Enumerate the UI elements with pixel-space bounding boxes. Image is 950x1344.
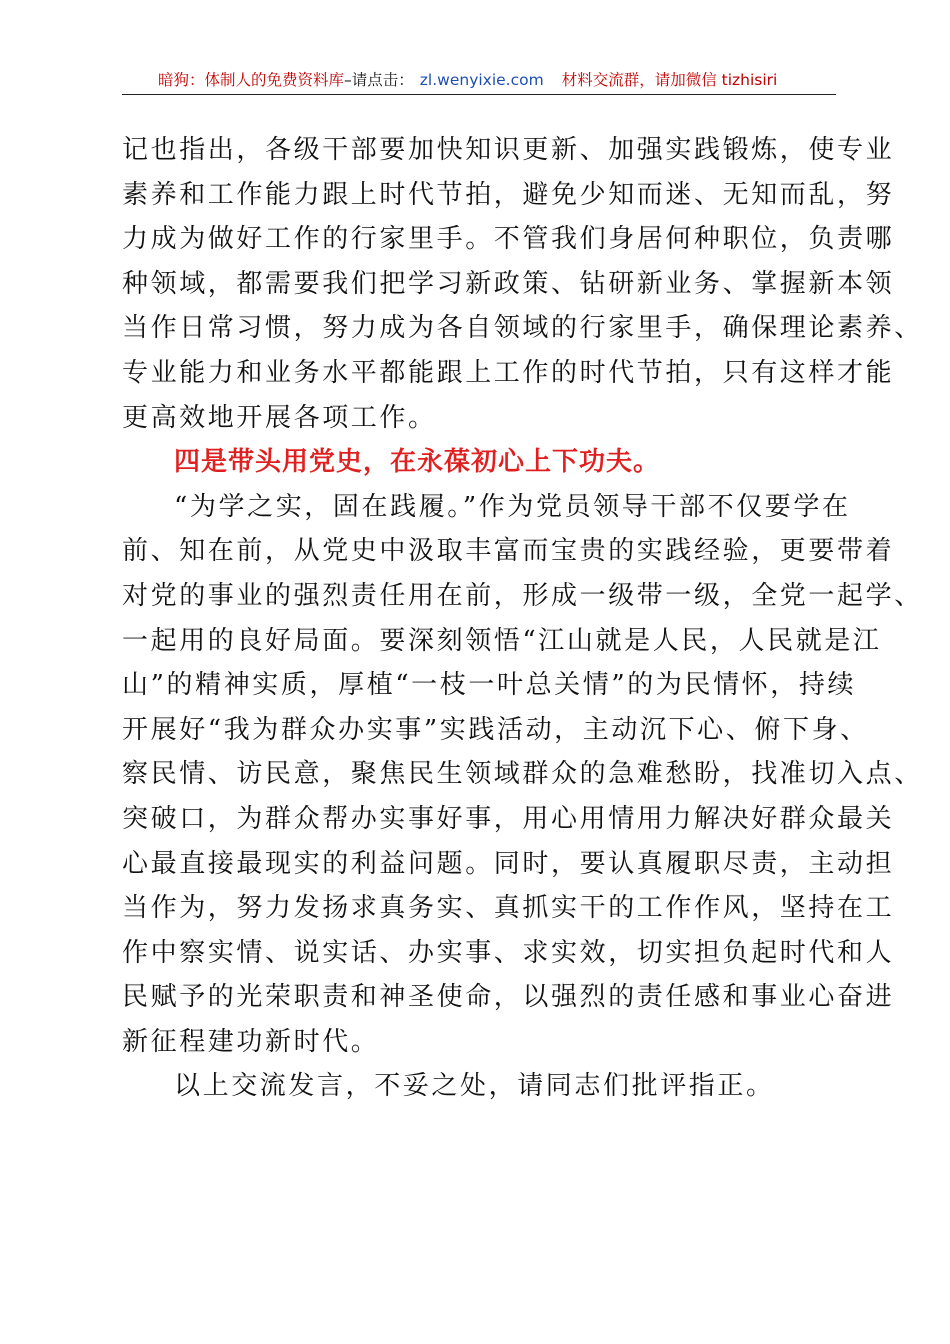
paragraph-line: 山”的精神实质，厚植“一枝一叶总关情”的为民情怀，持续 bbox=[122, 670, 857, 701]
paragraph-line: “为学之实，固在践履。”作为党员领导干部不仅要学在 bbox=[174, 491, 851, 522]
paragraph-line: 察民情、访民意，聚焦民生领域群众的急难愁盼，找准切入点、 bbox=[122, 759, 923, 790]
header-url-link[interactable]: zl.wenyixie.com bbox=[419, 71, 544, 89]
page-header bbox=[122, 66, 836, 95]
paragraph-1 bbox=[122, 128, 923, 440]
paragraph-line: 当作为，努力发扬求真务实、真抓实干的工作作风，坚持在工 bbox=[122, 893, 895, 924]
paragraph-line: 当作日常习惯，努力成为各自领域的行家里手，确保理论素养、 bbox=[122, 313, 923, 344]
paragraph-line: 种领域，都需要我们把学习新政策、钻研新业务、掌握新本领 bbox=[122, 268, 895, 299]
paragraph-line: 一起用的良好局面。要深刻领悟“江山就是人民，人民就是江 bbox=[122, 625, 882, 656]
paragraph-line: 民赋予的光荣职责和神圣使命，以强烈的责任感和事业心奋进 bbox=[122, 982, 895, 1013]
paragraph-line: 力成为做好工作的行家里手。不管我们身居何种职位，负责哪 bbox=[122, 224, 895, 255]
paragraph-line: 对党的事业的强烈责任用在前，形成一级带一级，全党一起学、 bbox=[122, 580, 923, 611]
paragraph-line: 更高效地开展各项工作。 bbox=[122, 402, 437, 433]
paragraph-line: 记也指出，各级干部要加快知识更新、加强实践锻炼，使专业 bbox=[122, 135, 895, 165]
paragraph-line: 开展好“我为群众办实事”实践活动，主动沉下心、俯下身、 bbox=[122, 714, 869, 745]
section-heading: 四是带头用党史，在永葆初心上下功夫。 bbox=[174, 447, 661, 478]
header-site-name: 暗狗：体制人的免费资料库 bbox=[158, 71, 345, 89]
header-click-prompt: –请点击： bbox=[344, 71, 414, 89]
header-group-note: 材料交流群，请加微信 tizhisiri bbox=[561, 71, 778, 89]
paragraph-line: 前、知在前，从党史中汲取丰富而宝贵的实践经验，更要带着 bbox=[122, 536, 895, 567]
paragraph-line: 素养和工作能力跟上时代节拍，避免少知而迷、无知而乱，努 bbox=[122, 179, 895, 210]
document-body bbox=[122, 128, 923, 1109]
paragraph-line: 作中察实情、说实话、办实事、求实效，切实担负起时代和人 bbox=[122, 937, 895, 968]
closing-remark: 以上交流发言，不妥之处，请同志们批评指正。 bbox=[174, 1071, 775, 1102]
paragraph-2 bbox=[122, 485, 923, 1065]
paragraph-line: 新征程建功新时代。 bbox=[122, 1026, 380, 1057]
paragraph-line: 专业能力和业务水平都能跟上工作的时代节拍，只有这样才能 bbox=[122, 357, 895, 388]
paragraph-line: 心最直接最现实的利益问题。同时，要认真履职尽责，主动担 bbox=[122, 848, 895, 879]
paragraph-line: 突破口，为群众帮办实事好事，用心用情用力解决好群众最关 bbox=[122, 803, 895, 834]
